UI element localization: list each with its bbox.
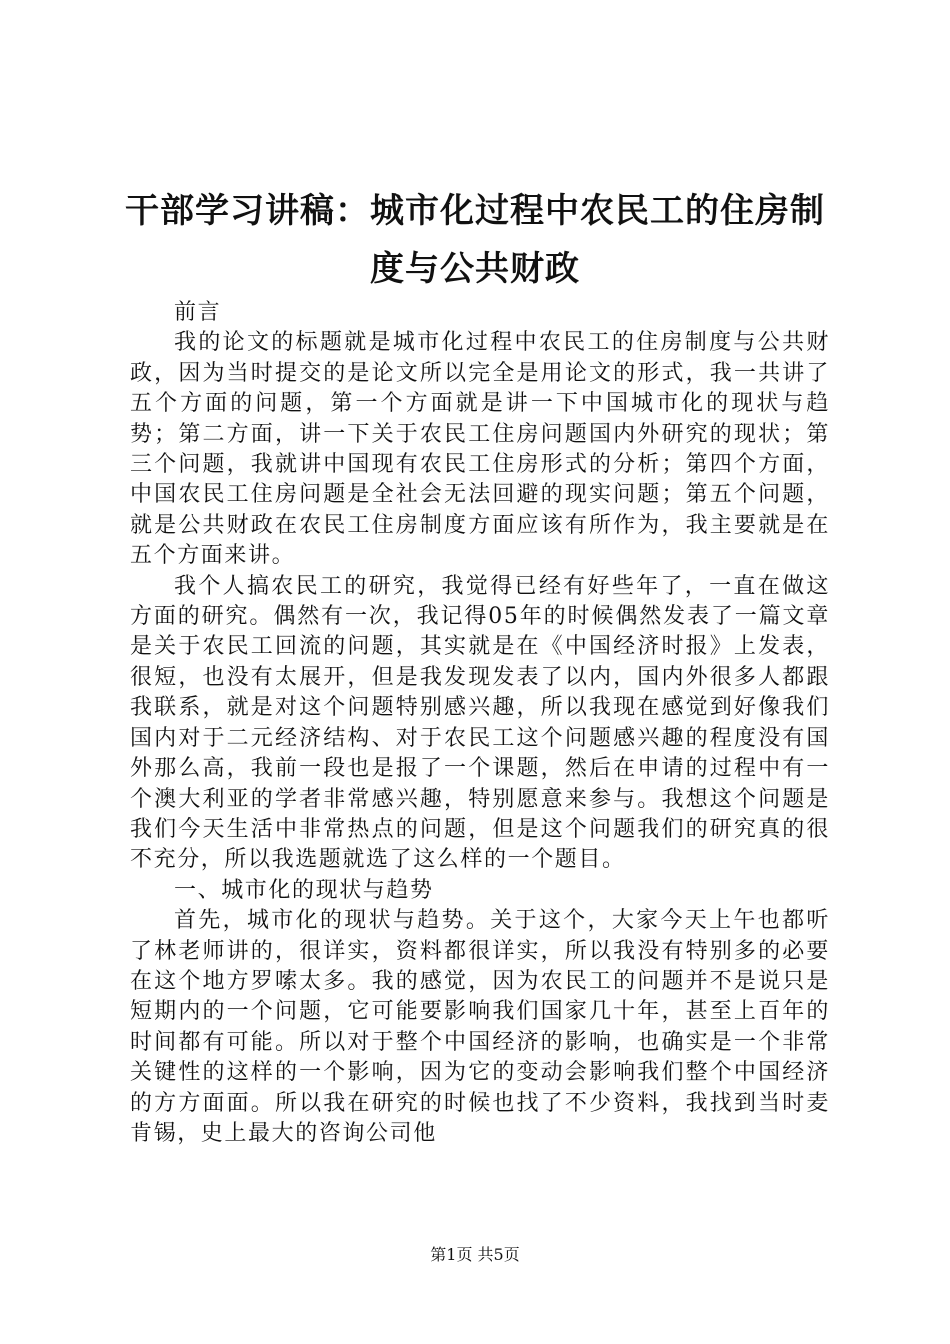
- document-body: [130, 298, 830, 1149]
- paragraph: 我个人搞农民工的研究，我觉得已经有好些年了，一直在做这方面的研究。偶然有一次，我记得05年的时候偶然发表了一篇文章是关于农民工回流的问题，其实就是在《中国经济时报》上发表，很短，也没有太展开，但是我发现发表了以内，国内外很多人都跟我联系，就是对这个问题特别感兴趣，所以我现在感觉到好像我们国内对于二元经济结构、对于农民工这个问题感兴趣的程度没有国外那么高，我前一段也是报了一个课题，然后在申请的过程中有一个澳大利亚的学者非常感兴趣，特别愿意来参与。我想这个问题是我们今天生活中非常热点的问题，但是这个问题我们的研究真的很不充分，所以我选题就选了这么样的一个题目。: [130, 573, 830, 873]
- section-heading: 一、城市化的现状与趋势: [174, 877, 434, 903]
- page-footer: 第1页 共5页: [430, 1245, 520, 1264]
- paragraph: 首先，城市化的现状与趋势。关于这个，大家今天上午也都听了林老师讲的，很详实，资料都很详实，所以我没有特别多的必要在这个地方罗嗦太多。我的感觉，因为农民工的问题并不是说只是短期内的一个问题，它可能要影响我们国家几十年，甚至上百年的时间都有可能。所以对于整个中国经济的影响，也确实是一个非常关键性的这样的一个影响，因为它的变动会影响我们整个中国经济的方方面面。所以我在研究的时候也找了不少资料，我找到当时麦肯锡，史上最大的咨询公司他: [130, 908, 830, 1146]
- preface-heading: 前言: [174, 300, 222, 325]
- document-title: 干部学习讲稿：城市化过程中农民工的住房制度与公共财政: [125, 191, 825, 289]
- paragraph: 我的论文的标题就是城市化过程中农民工的住房制度与公共财政，因为当时提交的是论文所以完全是用论文的形式，我一共讲了五个方面的问题，第一个方面就是讲一下中国城市化的现状与趋势；第二方面，讲一下关于农民工住房问题国内外研究的现状；第三个问题，我就讲中国现有农民工住房形式的分析；第四个方面，中国农民工住房问题是全社会无法回避的现实问题；第五个问题，就是公共财政在农民工住房制度方面应该有所作为，我主要就是在五个方面来讲。: [130, 330, 830, 569]
